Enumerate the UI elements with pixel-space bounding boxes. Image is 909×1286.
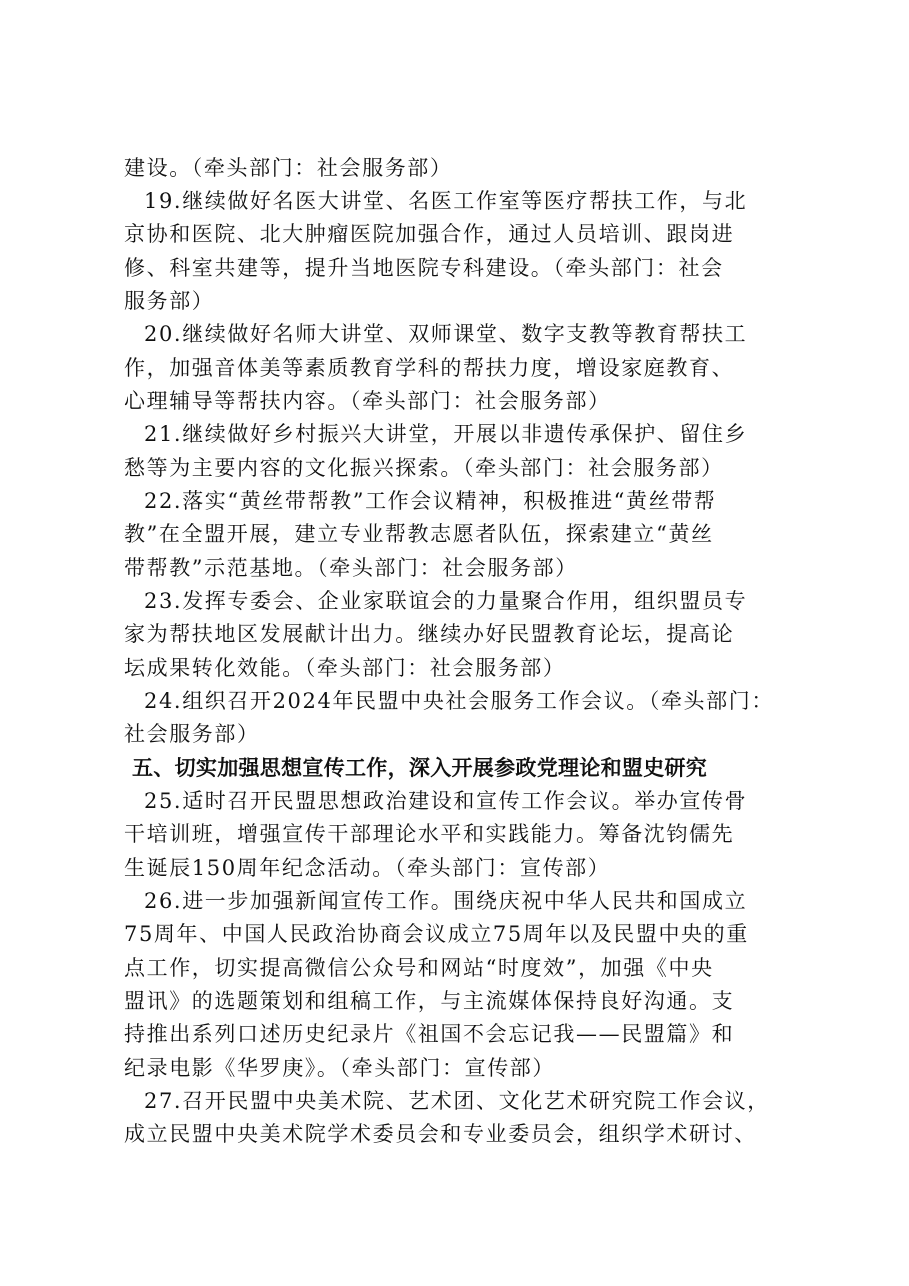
text-line: 家为帮扶地区发展献计出力。继续办好民盟教育论坛，提高论	[124, 622, 735, 646]
text-line: 建设。（牵头部门：社会服务部）	[124, 156, 453, 180]
text-line: 带帮教”示范基地。（牵头部门：社会服务部）	[124, 556, 578, 580]
text-line: 成立民盟中央美术院学术委员会和专业委员会，组织学术研讨、	[124, 1122, 757, 1146]
text-line: 21.继续做好乡村振兴大讲堂，开展以非遗传承保护、留住乡	[144, 422, 748, 446]
text-line: 坛成果转化效能。（牵头部门：社会服务部）	[124, 656, 566, 680]
text-line: 持推出系列口述历史纪录片《祖国不会忘记我——民盟篇》和	[124, 1022, 735, 1046]
text-line: 75周年、中国人民政治协商会议成立75周年以及民盟中央的重	[124, 922, 749, 946]
text-line: 19.继续做好名医大讲堂、名医工作室等医疗帮扶工作，与北	[144, 189, 748, 213]
text-line: 25.适时召开民盟思想政治建设和宣传工作会议。举办宣传骨	[144, 789, 748, 813]
text-line: 26.进一步加强新闻宣传工作。围绕庆祝中华人民共和国成立	[144, 889, 748, 913]
text-line: 点工作，切实提高微信公众号和网站“时度效”，加强《中央	[124, 956, 714, 980]
text-line: 教”在全盟开展，建立专业帮教志愿者队伍，探索建立“黄丝	[124, 522, 714, 546]
text-line: 心理辅导等帮扶内容。（牵头部门：社会服务部）	[124, 389, 611, 413]
text-line: 27.召开民盟中央美术院、艺术团、文化艺术研究院工作会议，	[144, 1089, 770, 1113]
text-line: 20.继续做好名师大讲堂、双师课堂、数字支教等教育帮扶工	[144, 322, 748, 346]
text-line: 生诞辰150周年纪念活动。（牵头部门：宣传部）	[124, 856, 611, 880]
text-line: 干培训班，增强宣传干部理论水平和实践能力。筹备沈钧儒先	[124, 822, 735, 846]
text-line: 纪录电影《华罗庚》。（牵头部门：宣传部）	[124, 1056, 555, 1080]
text-line: 愁等为主要内容的文化振兴探索。（牵头部门：社会服务部）	[124, 456, 724, 480]
section-heading: 五、切实加强思想宣传工作，深入开展参政党理论和盟史研究	[132, 756, 708, 780]
text-line: 服务部）	[124, 289, 215, 313]
text-line: 24.组织召开2024年民盟中央社会服务工作会议。（牵头部门：	[144, 689, 774, 713]
text-line: 京协和医院、北大肿瘤医院加强合作，通过人员培训、跟岗进	[124, 222, 735, 246]
text-line: 22.落实“黄丝带帮教”工作会议精神，积极推进“黄丝带帮	[144, 489, 717, 513]
text-line: 作，加强音体美等素质教育学科的帮扶力度，增设家庭教育、	[124, 356, 735, 380]
text-line: 社会服务部）	[124, 722, 260, 746]
text-line: 修、科室共建等，提升当地医院专科建设。（牵头部门：社会	[124, 256, 724, 280]
text-line: 盟讯》的选题策划和组稿工作，与主流媒体保持良好沟通。支	[124, 989, 735, 1013]
text-line: 23.发挥专委会、企业家联谊会的力量聚合作用，组织盟员专	[144, 589, 748, 613]
